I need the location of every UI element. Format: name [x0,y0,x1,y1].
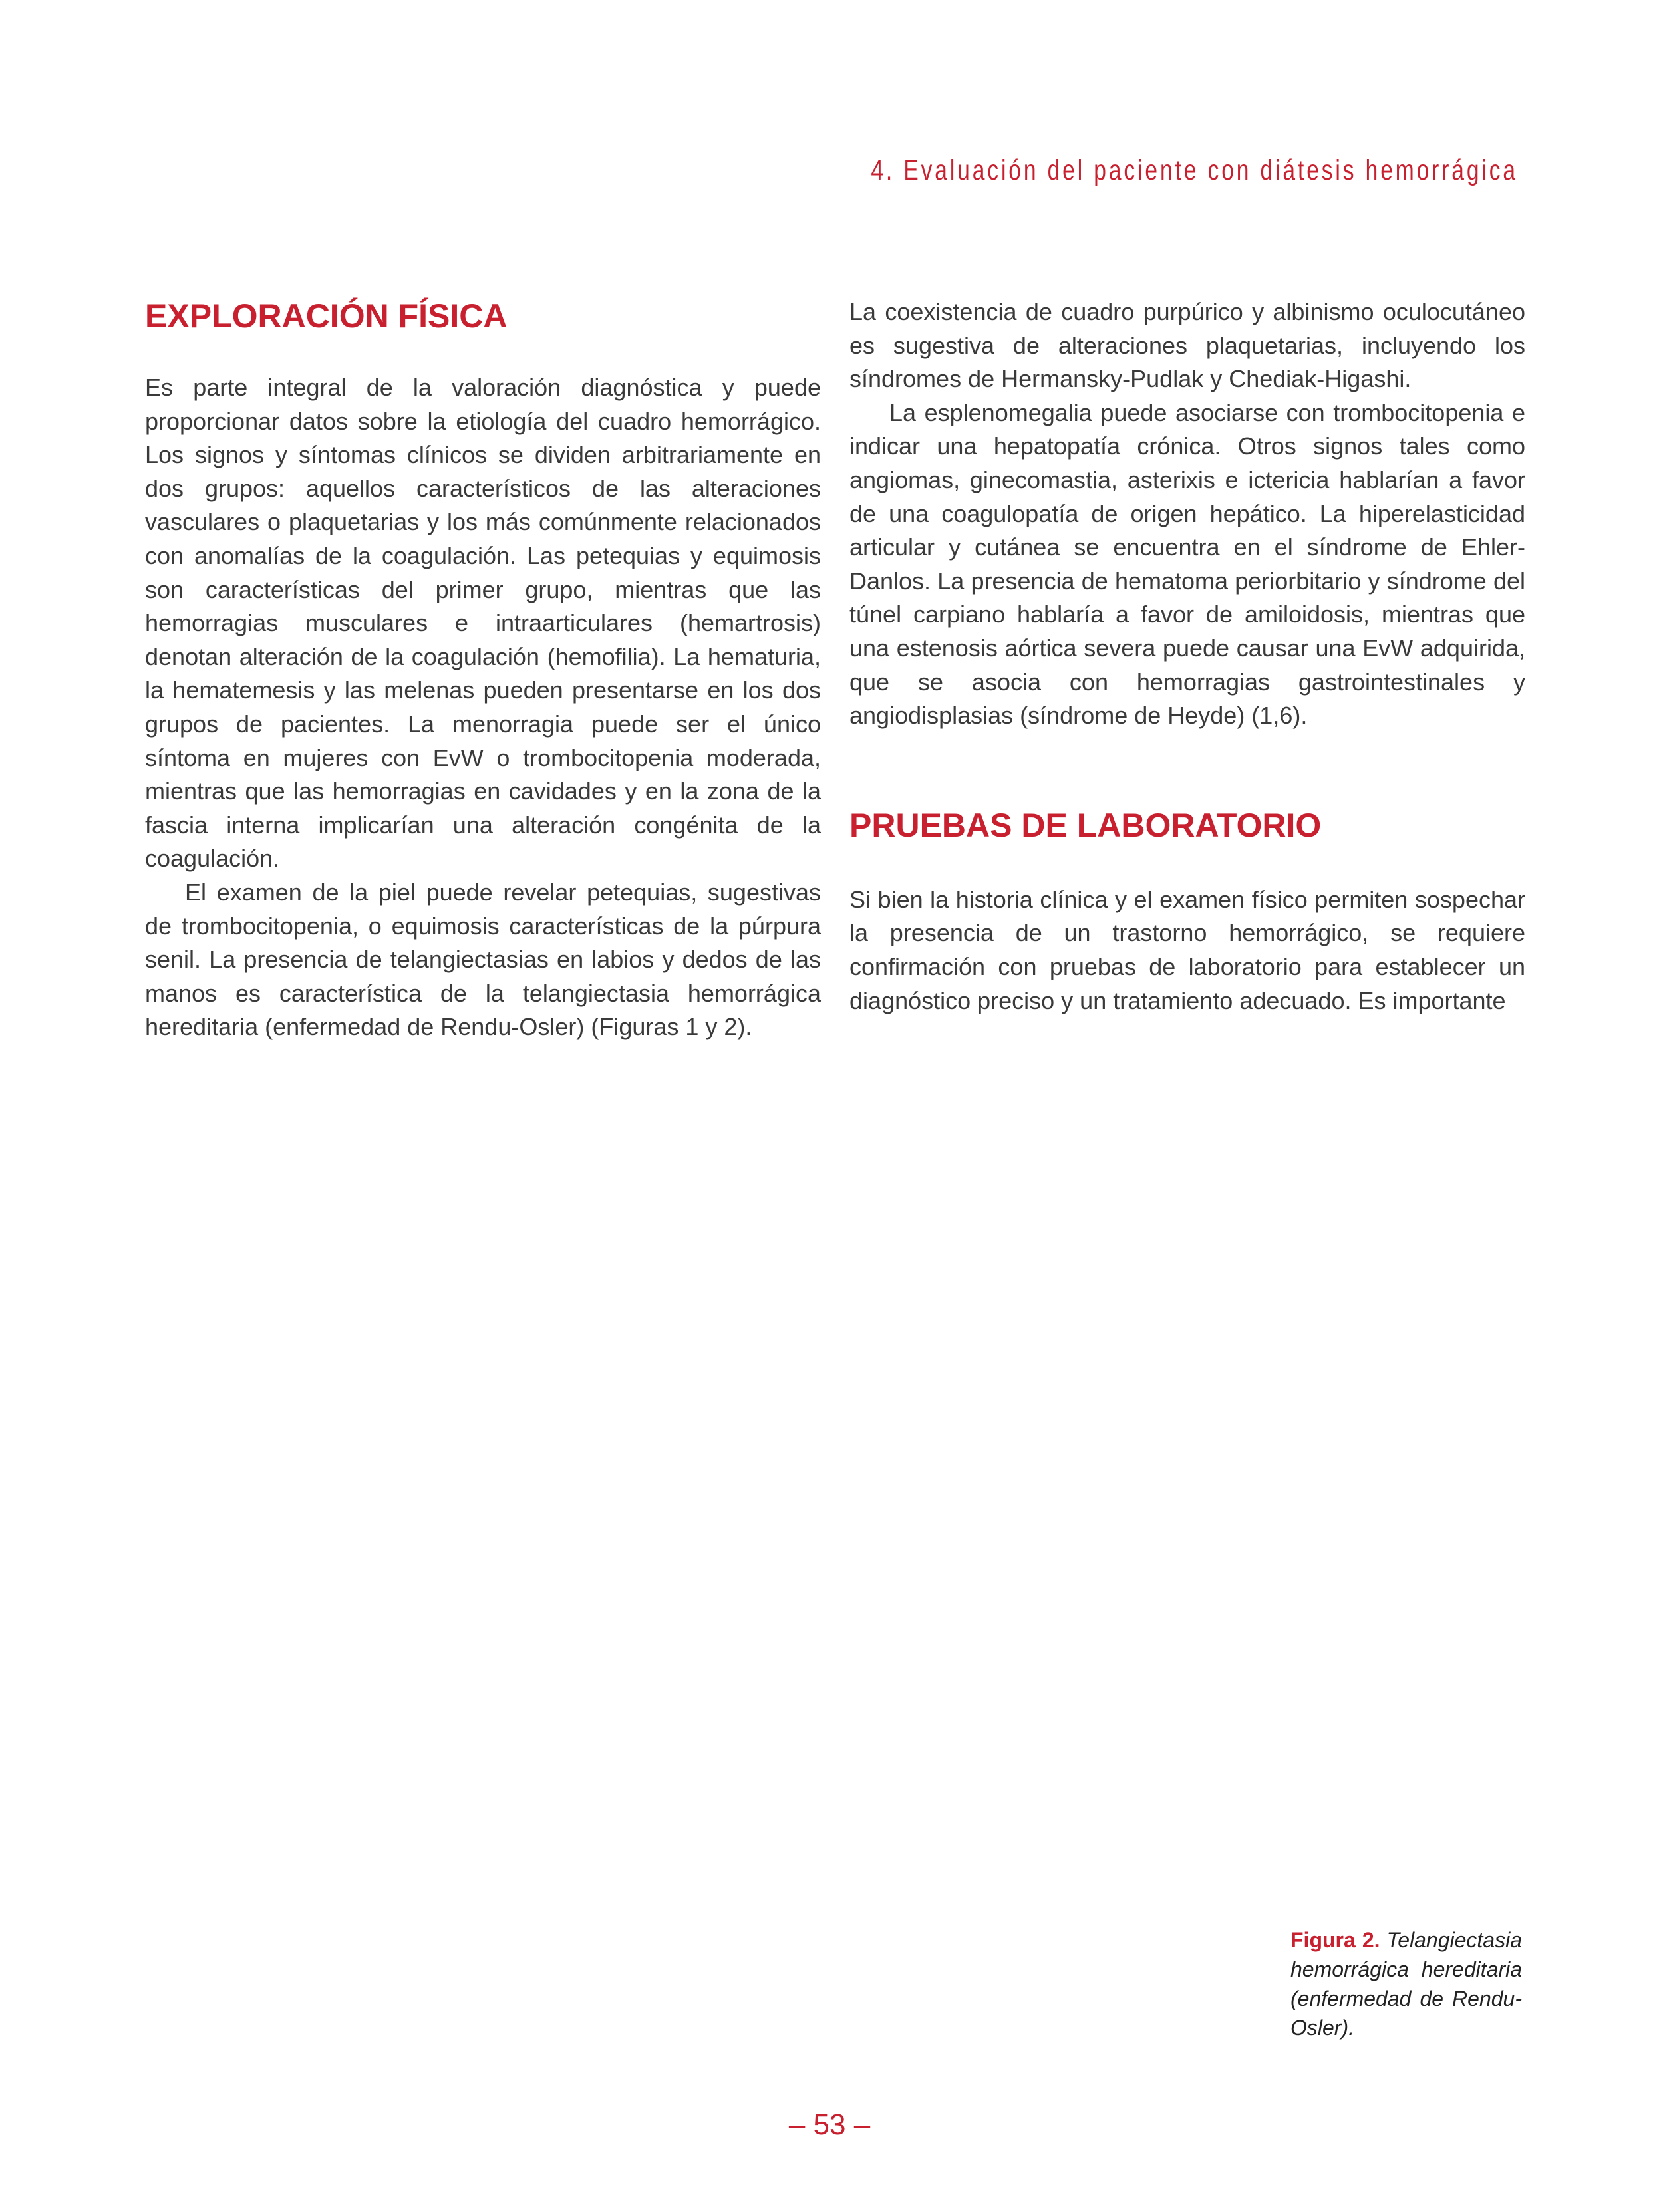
page-number: – 53 – [788,2108,871,2141]
body-paragraph: La esplenomegalia puede asociarse con trombocitopenia e indicar una hepatopatía crónica. Otros signos tales como angiomas, ginecomastia, asterixis e ictericia hablarían a favor de una coagulopatía de origen hepático. La hiperelasticidad articular y cutánea se encuentra en el síndrome de Ehler-Danlos. La presencia de hematoma periorbitario y síndrome del túnel carpiano hablaría a favor de amiloidosis, mientras que una estenosis aórtica severa puede causar una EvW adquirida, que se asocia con hemorragias gastrointestinales y angiodisplasias (síndrome de Heyde) (1,6). [849,398,1525,730]
section-heading-pruebas: PRUEBAS DE LABORATORIO [849,806,1322,844]
body-paragraph: Si bien la historia clínica y el examen físico permiten sospechar la presencia de un trastorno hemorrágico, se requiere confirmación con pruebas de laboratorio para establecer un diagnóstico preciso y un tratamiento adecuado. Es importante [849,885,1525,1014]
figure-caption-text: Telangiectasia hemorrágica hereditaria (enfermedad de Rendu-Osler). [1290,1928,1522,2040]
body-paragraph: La coexistencia de cuadro purpúrico y albinismo oculocutáneo es sugestiva de alteraciones plaquetarias, incluyendo los síndromes de Hermansky-Pudlak y Chediak-Higashi. [849,298,1525,393]
body-paragraph: El examen de la piel puede revelar petequias, sugestivas de trombocitopenia, o equimosis características de la púrpura senil. La presencia de telangiectasias en labios y dedos de las manos es característica de la telangiectasia hemorrágica hereditaria (enfermedad de Rendu-Osler) (Figuras 1 y 2). [145,878,821,1041]
figure-caption [1290,1925,1522,2042]
body-paragraph: Es parte integral de la valoración diagnóstica y puede proporcionar datos sobre la etiología del cuadro hemorrágico. Los signos y síntomas clínicos se dividen arbitrariamente en dos grupos: aquellos característicos de las alteraciones vasculares o plaquetarias y los más comúnmente relacionados con anomalías de la coagulación. Las petequias y equimosis son características del primer grupo, mientras que las hemorragias musculares e intraarticulares (hemartrosis) denotan alteración de la coagulación (hemofilia). La hematuria, la hematemesis y las melenas pueden presentarse en los dos grupos de pacientes. La menorragia puede ser el único síntoma en mujeres con EvW o trombocitopenia moderada, mientras que las hemorragias en cavidades y en la zona de la fascia interna implicarían una alteración congénita de la coagulación. [145,374,821,873]
section-heading-exploracion: EXPLORACIÓN FÍSICA [145,297,508,335]
running-header: 4. Evaluación del paciente con diátesis hemorrágica [871,154,1518,186]
left-column [145,293,821,1044]
figure-label: Figura 2. [1290,1928,1380,1952]
right-column-top [849,295,1525,733]
right-column [849,293,1525,1018]
